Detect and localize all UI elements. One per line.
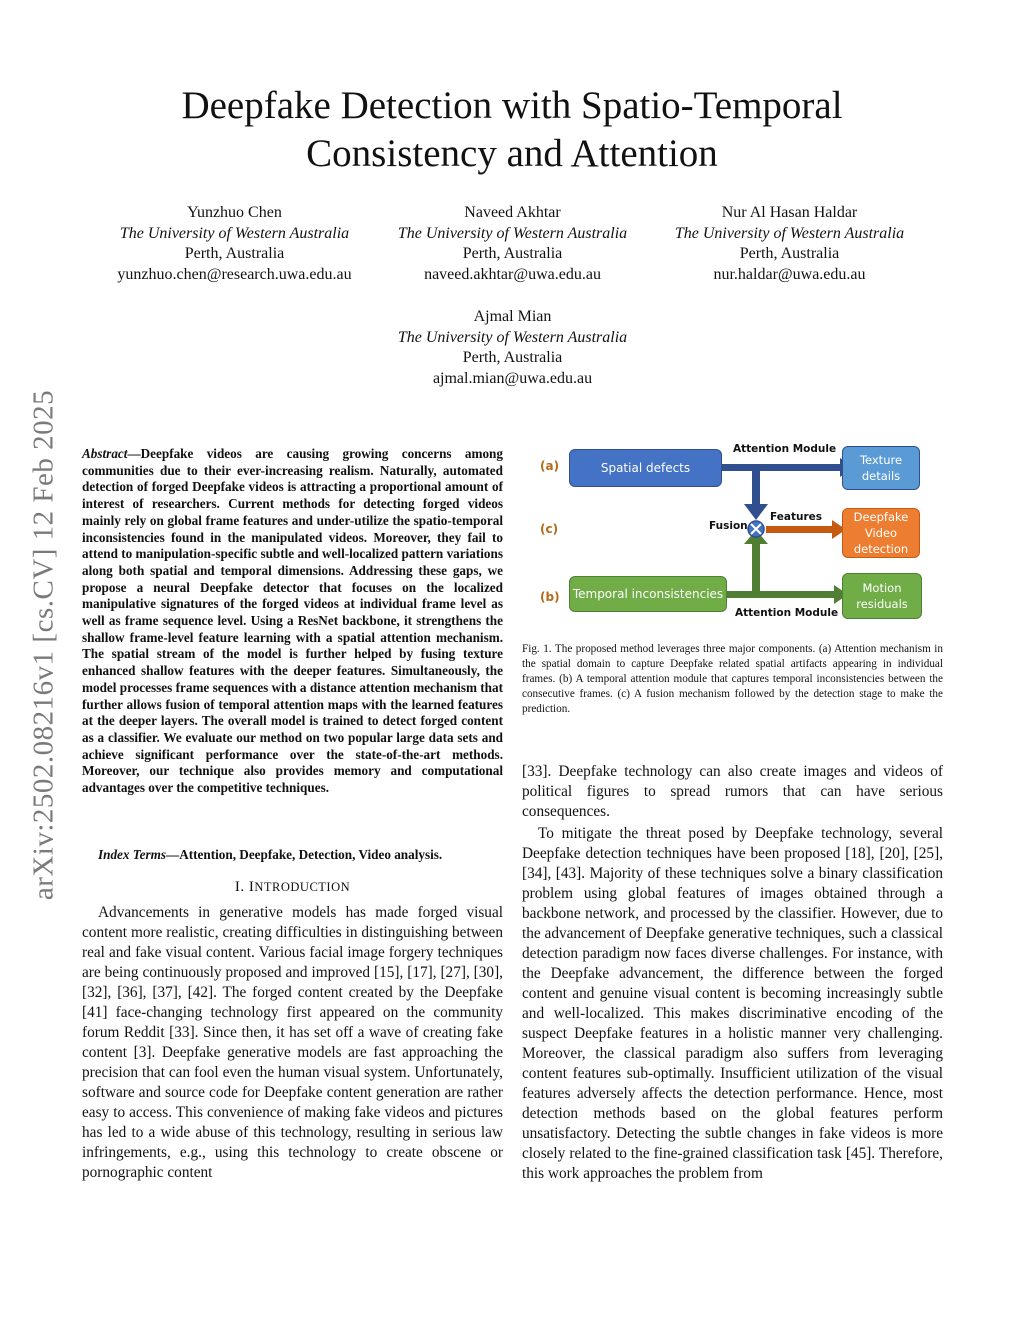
author-affiliation: The University of Western Australia (674, 224, 905, 242)
author-block-3 (637, 203, 942, 285)
index-terms-text: —Attention, Deepfake, Detection, Video analysis. (166, 847, 443, 862)
box-spatial-defects: Spatial defects (569, 449, 722, 487)
arxiv-sidebar (8, 350, 80, 940)
section-first-letter: I (248, 879, 255, 895)
figure-label-a: (a) (540, 459, 560, 473)
author-name: Naveed Akhtar (464, 204, 561, 221)
paper-title (100, 82, 924, 178)
author-affiliation: The University of Western Australia (119, 224, 350, 242)
arrowhead-down (744, 504, 768, 520)
author-location: Perth, Australia (462, 245, 563, 262)
index-terms (82, 847, 503, 864)
right-paragraph-1: [33]. Deepfake technology can also create images and videos of political figures to spread rumors that can have serious consequences. (522, 763, 943, 820)
section-number: I. (234, 879, 249, 895)
author-email: yunzhuo.chen@research.uwa.edu.au (117, 265, 352, 283)
section-heading-introduction (82, 879, 503, 896)
box-deepfake-detection: Deepfake Video detection (842, 508, 920, 558)
author-email: ajmal.mian@uwa.edu.au (432, 369, 593, 387)
author-name: Nur Al Hasan Haldar (721, 204, 858, 221)
author-block-4 (360, 307, 665, 389)
arxiv-id: arXiv:2502.08216v1 [cs.CV] 12 Feb 2025 (27, 389, 60, 901)
box-motion-residuals: Motion residuals (842, 573, 922, 619)
figure-label-c: (c) (540, 522, 559, 536)
box-temporal-inconsistencies: Temporal inconsistencies (569, 576, 727, 612)
section-rest: NTRODUCTION (254, 880, 351, 894)
abstract-text: —Deepfake videos are causing growing concerns among communities due to their ever-increasing realism. Naturally, automated detection of forged Deepfake videos is attracting a proportional amount of interest of researchers. Current methods for detecting forged videos mainly rely on global frame features and under-utilize the spatio-temporal inconsistencies found in the manipulated videos. Moreover, they fail to attend to manipulation-specific subtle and well-localized pattern variations along both spatial and temporal dimensions. Addressing these gaps, we propose a neural Deepfake detector that focuses on the localized manipulative signatures of the forged videos at individual frame level as well as frame sequence level. Using a ResNet backbone, it strengthens the shallow frame-level feature learning with a spatial attention mechanism. The spatial stream of the model is further helped by fusing texture enhanced shallow features with the deeper features. Simultaneously, the model processes frame sequences with a distance attention mechanism that further allows fusion of temporal attention maps with the learned features at the deeper layers. The overall model is trained to detect forged content as a classifier. We evaluate our method on two popular large data sets and achieve significant performance over the state-of-the-art methods. Moreover, our technique also provides memory and computational advantages over the competitive techniques. (82, 446, 503, 796)
label-fusion: Fusion (709, 520, 748, 532)
title-line-1: Deepfake Detection with Spatio-Temporal (181, 84, 843, 127)
author-email: naveed.akhtar@uwa.edu.au (424, 265, 601, 283)
figure-1 (522, 438, 944, 630)
arrow-spatial-to-texture (722, 464, 842, 471)
author-block-1 (82, 203, 387, 285)
author-location: Perth, Australia (739, 245, 840, 262)
figure-label-b: (b) (540, 590, 560, 604)
figure-caption: Fig. 1. The proposed method leverages three major components. (a) Attention mechanism in the spatial domain to capture Deepfake related spatial artifacts appearing in individual frames. (b) A temporal attention module that captures temporal inconsistencies between the consecutive frames. (c) A fusion mechanism followed by the detection stage to make the prediction. (522, 643, 943, 715)
author-block-2 (360, 203, 665, 285)
author-location: Perth, Australia (462, 349, 563, 366)
label-features: Features (770, 511, 822, 523)
arrow-temporal-up (752, 538, 760, 594)
abstract-label: Abstract (82, 446, 128, 461)
label-attention-module-top: Attention Module (733, 443, 837, 455)
author-affiliation: The University of Western Australia (397, 224, 628, 242)
index-terms-label: Index Terms (98, 847, 167, 862)
author-location: Perth, Australia (184, 245, 285, 262)
author-name: Ajmal Mian (473, 308, 552, 325)
box-texture-details: Texture details (842, 446, 920, 490)
author-email: nur.haldar@uwa.edu.au (713, 265, 866, 283)
arrow-fusion-to-detection (766, 526, 834, 533)
author-name: Yunzhuo Chen (187, 204, 282, 221)
intro-paragraph: Advancements in generative models has made forged visual content more realistic, creating difficulties in distinguishing between real and fake visual content. Various facial image forgery techniques are being continuously proposed and improved [15], [17], [27], [30], [32], [36], [37], [42]. The forged content created by the Deepfake [41] face-changing technology first appeared on the community forum Reddit [33]. Since then, it has set off a wave of creating fake content [3]. Deepfake generative models are fast approaching the precision that can fool even the human visual system. Unfortunately, software and source code for Deepfake content generation are rather easy to access. This convenience of making fake videos and pictures has led to a wide abuse of this technology, resulting in serious law infringements, e.g., using this technology to create obscene or pornographic content (82, 904, 503, 1181)
abstract (82, 446, 503, 797)
label-attention-module-bottom: Attention Module (735, 607, 839, 619)
title-line-2: Consistency and Attention (306, 132, 718, 175)
right-paragraph-2: To mitigate the threat posed by Deepfake technology, several Deepfake detection techniques have been proposed [18], [20], [25], [34], [43]. Majority of these techniques solve a binary classification problem using global features of images obtained through a backbone network, and processed by the classifier. However, due to the advancement of Deepfake generative techniques, such a classical detection paradigm now faces diverse challenges. For instance, with the Deepfake advancement, the difference between the forged content and genuine visual content is becoming increasingly subtle and well-localized. This makes discriminative encoding of the suspect Deepfake features in a holistic manner very challenging. Moreover, the classical paradigm also suffers from leveraging content features sub-optimally. Insufficient utilization of the visual features adversely affects the detection performance. Hence, most detection methods based on the global features perform unsatisfactory. Detecting the subtle changes in fake videos is more closely related to the fine-grained classification task [45]. Therefore, this work approaches the problem from (522, 825, 943, 1182)
arrow-temporal-to-motion (727, 591, 835, 598)
author-affiliation: The University of Western Australia (397, 328, 628, 346)
